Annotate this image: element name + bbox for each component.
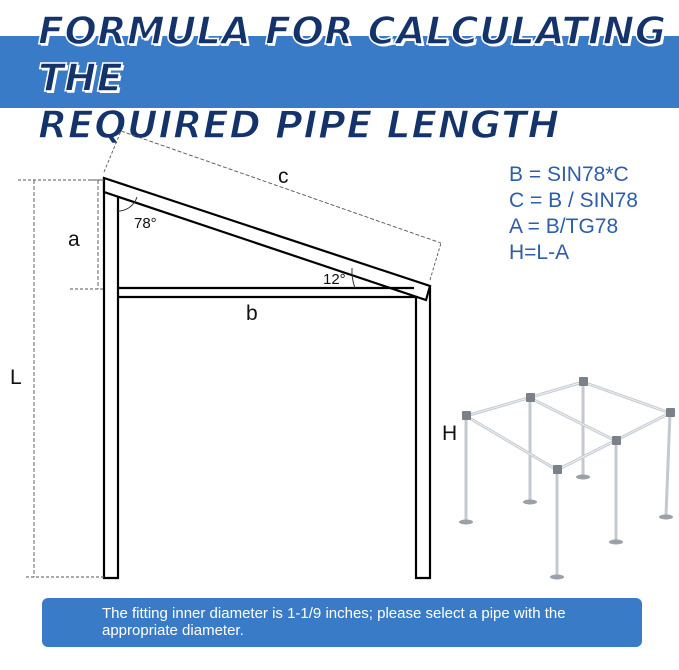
side-frame bbox=[104, 178, 430, 578]
left-post bbox=[104, 178, 118, 578]
sloped-rafter bbox=[104, 178, 430, 300]
diameter-note: The fitting inner diameter is 1-1/9 inches; please select a pipe with the appropriate diameter. bbox=[42, 598, 642, 647]
canopy-frame-illustration bbox=[466, 382, 670, 575]
canopy-frame-highlights bbox=[466, 382, 670, 470]
title-line-1: FORMULA FOR CALCULATING THE bbox=[38, 9, 667, 100]
formula-list bbox=[509, 162, 638, 266]
label-H: H bbox=[442, 422, 458, 445]
label-a: a bbox=[68, 228, 80, 251]
label-b: b bbox=[246, 302, 258, 325]
label-angle-12: 12° bbox=[323, 271, 346, 288]
horizontal-beam bbox=[118, 288, 416, 297]
right-post bbox=[416, 286, 430, 578]
label-L: L bbox=[10, 366, 22, 389]
label-c: c bbox=[278, 165, 289, 188]
label-angle-78: 78° bbox=[134, 215, 157, 232]
formula-B: B = SIN78*C bbox=[509, 163, 629, 186]
formula-H: H=L-A bbox=[509, 241, 570, 264]
formula-A: A = B/TG78 bbox=[509, 215, 619, 238]
dimension-L bbox=[18, 180, 104, 577]
title-line-2: REQUIRED PIPE LENGTH bbox=[38, 103, 560, 147]
canopy-feet bbox=[459, 475, 673, 580]
formula-C: C = B / SIN78 bbox=[509, 189, 638, 212]
